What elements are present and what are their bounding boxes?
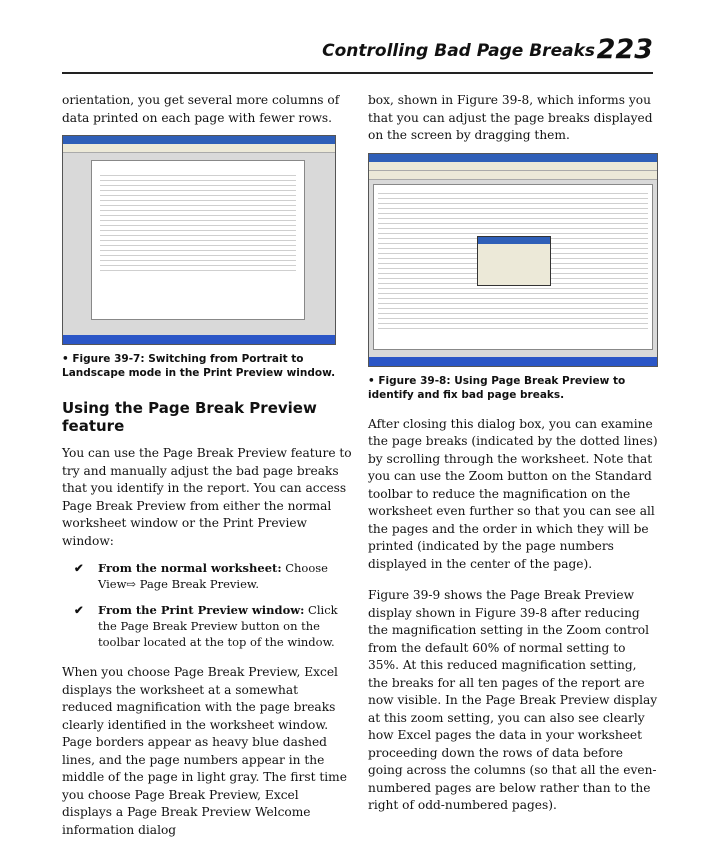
figure-39-7-screenshot [62, 135, 336, 345]
checkmark-icon: ✔ [74, 561, 84, 575]
figure-39-8-caption [368, 374, 658, 402]
section-heading: Using the Page Break Preview feature [62, 399, 317, 435]
excel-menu-toolbar [369, 162, 657, 171]
welcome-dialog [477, 236, 551, 286]
bullet-text: Click the Page Break Preview button on the toolbar located at the top of the window. [98, 603, 338, 649]
figure-label: • Figure 39-8: [368, 374, 451, 387]
left-intro-paragraph: orientation, you get several more columns of data printed on each page with fewer rows. [62, 93, 340, 125]
figure-39-7-caption [62, 352, 352, 380]
figure-caption-text: Switching from Portrait to Landscape mode in the Print Preview window. [62, 353, 336, 379]
window-titlebar [369, 154, 657, 162]
bullet-bold-label: From the Print Preview window: [98, 603, 305, 617]
windows-taskbar [369, 357, 657, 366]
table-row [100, 266, 296, 271]
bullet-text: Choose View⇨ Page Break Preview. [98, 561, 328, 591]
checkmark-icon: ✔ [74, 603, 84, 617]
figure-39-8-screenshot [368, 153, 658, 367]
landscape-page [91, 160, 305, 320]
window-titlebar [63, 136, 335, 144]
right-paragraph-1: After closing this dialog box, you can examine the page breaks (indicated by the dotted lines) by scrolling through the worksheet. Note that you can use the Zoom button on the Standard toolbar to reduce the magnification on the worksheet even further so that you can see all the pages and the order in which they will be printed (indicated by the page numbers displayed in the center of the page). [368, 416, 658, 571]
right-intro-paragraph: box, shown in Figure 39-8, which informs you that you can adjust the page breaks displayed on the screen by dragging them. [368, 93, 653, 142]
left-paragraph-2: When you choose Page Break Preview, Excel displays the worksheet at a somewhat reduced magnification with the page breaks clearly identified in the worksheet window. Page borders appear as heavy blue dashed lines, and the page numbers appear in the middle of the page in light gray. The first time you choose Page Break Preview, Excel displays a Page Break Preview Welcome information dialog [62, 665, 347, 837]
print-preview-toolbar [63, 144, 335, 153]
figure-caption-text: Using Page Break Preview to identify and fix bad page breaks. [368, 374, 626, 401]
left-paragraph-1: You can use the Page Break Preview feature to try and manually adjust the bad page breaks that you identify in the report. You can access Page Break Preview from either the normal worksheet window or the Print Preview window: [62, 446, 352, 548]
excel-formatting-toolbar [369, 171, 657, 180]
figure-label: • Figure 39-7: [62, 353, 145, 365]
page-number: 223 [596, 34, 653, 65]
bullet-normal-worksheet [62, 560, 352, 592]
left-column [62, 92, 352, 847]
right-column [368, 92, 658, 823]
bullet-print-preview [62, 602, 352, 650]
header-rule [62, 72, 653, 74]
dialog-titlebar [478, 237, 550, 244]
running-head: Controlling Bad Page Breaks [322, 41, 595, 61]
windows-taskbar [63, 335, 335, 344]
table-row [378, 324, 648, 329]
page-header [0, 0, 709, 80]
right-paragraph-2: Figure 39-9 shows the Page Break Preview display shown in Figure 39-8 after reducing the magnification setting in the Zoom control from the default 60% of normal setting to 35%. At this reduced magnification setting, the breaks for all ten pages of the report are now visible. In the Page Break Preview display at this zoom setting, you can also see clearly how Excel pages the data in your worksheet proceeding down the rows of data before going across the columns (so that all the even-numbered pages are below rather than to the right of odd-numbered pages). [368, 588, 658, 812]
bullet-bold-label: From the normal worksheet: [98, 561, 282, 575]
